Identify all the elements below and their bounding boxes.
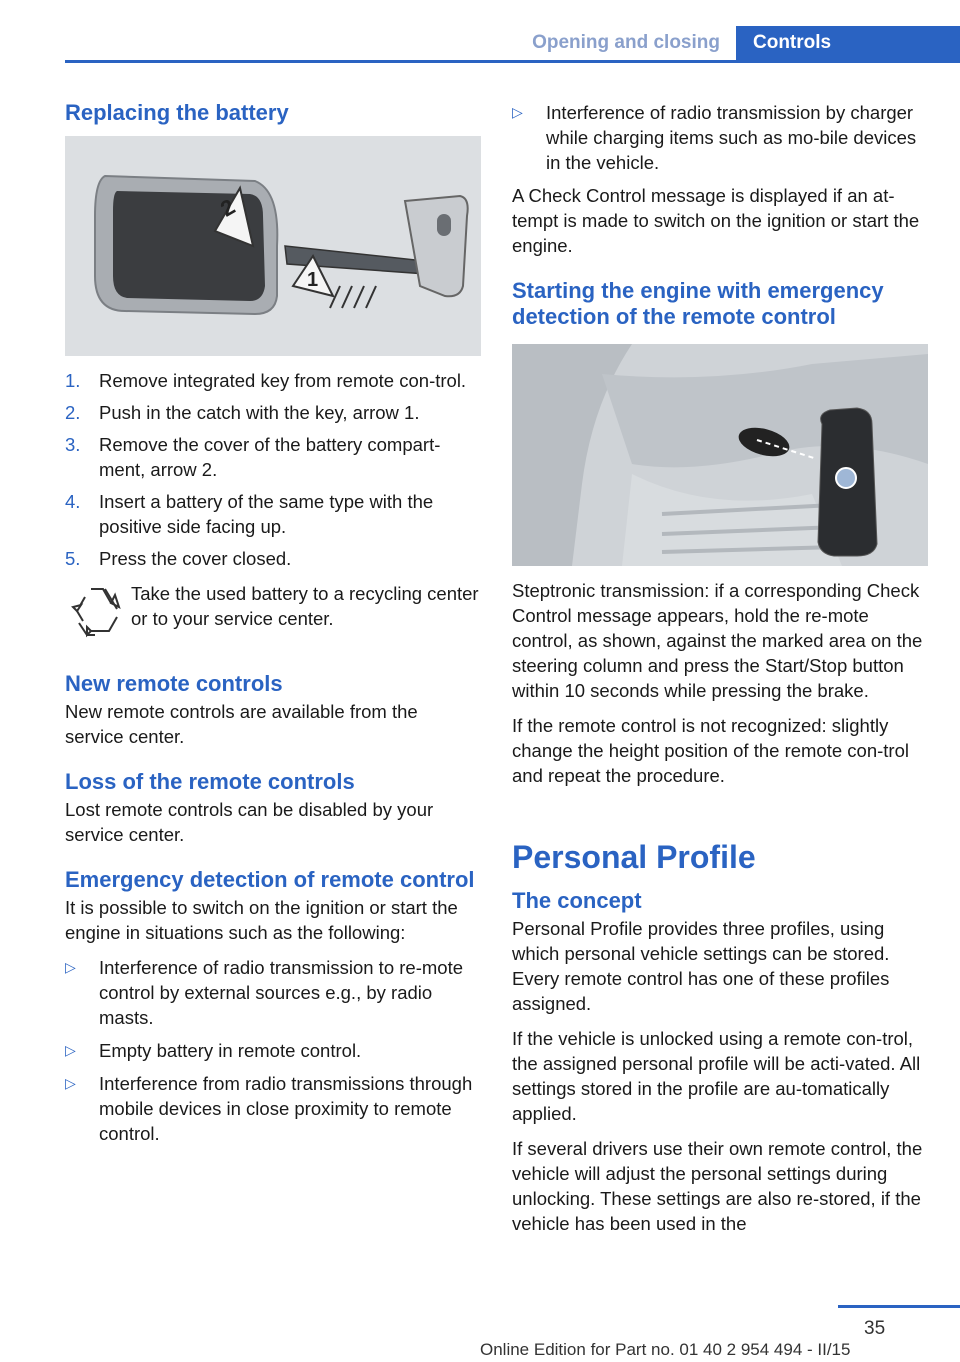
right-column bbox=[512, 100, 928, 1246]
step-number: 3. bbox=[65, 434, 81, 455]
arrow-2-label: 2 bbox=[216, 193, 240, 222]
key-battery-drawing bbox=[65, 136, 481, 356]
step-text: Press the cover closed. bbox=[99, 548, 292, 569]
list-item bbox=[65, 368, 481, 393]
header-section-title: Opening and closing bbox=[532, 32, 720, 53]
step-number: 4. bbox=[65, 491, 81, 512]
bullet-text: Interference from radio transmissions through mobile devices in close proximity to remote control. bbox=[99, 1073, 473, 1144]
list-item bbox=[65, 1071, 481, 1146]
bullet-triangle-icon: ▷ bbox=[65, 1075, 76, 1091]
new-remote-text: New remote controls are available from the service center. bbox=[65, 701, 418, 747]
concept-heading: The concept bbox=[512, 888, 642, 913]
step-number: 2. bbox=[65, 402, 81, 423]
recycling-note-text: Take the used battery to a recycling center or to your service center. bbox=[131, 583, 479, 629]
footer-rule bbox=[838, 1305, 960, 1308]
bullet-triangle-icon: ▷ bbox=[65, 1042, 76, 1058]
list-item bbox=[65, 400, 481, 425]
bullet-text: Interference of radio transmission by charger while charging items such as mo-bile devices in the vehicle. bbox=[546, 102, 917, 173]
list-item bbox=[65, 432, 481, 482]
bullet-triangle-icon: ▷ bbox=[65, 959, 76, 975]
concept-text: Personal Profile provides three profiles, using which personal vehicle settings can be stored. Every remote control has one of these profiles assigned. bbox=[512, 918, 890, 1014]
recycle-icon bbox=[65, 581, 131, 641]
step-text: Insert a battery of the same type with the positive side facing up. bbox=[99, 491, 434, 537]
not-recognized-text: If the remote control is not recognized: slightly change the height position of the remote con-trol and repeat the procedure. bbox=[512, 715, 909, 786]
steering-column-drawing bbox=[512, 344, 928, 566]
drivers-text: If several drivers use their own remote control, the vehicle will adjust the personal settings during unlocking. These settings are also re-stored, if the vehicle has been used in the bbox=[512, 1138, 923, 1234]
step-text: Remove integrated key from remote con-trol. bbox=[99, 370, 467, 391]
new-remote-heading: New remote controls bbox=[65, 671, 283, 696]
step-number: 5. bbox=[65, 548, 81, 569]
bullet-text: Empty battery in remote control. bbox=[99, 1040, 362, 1061]
start-engine-heading: Starting the engine with emergency detection of the remote control bbox=[512, 278, 884, 329]
emergency-bullets bbox=[65, 955, 481, 1146]
battery-steps-list bbox=[65, 368, 481, 571]
step-text: Remove the cover of the battery compart-ment, arrow 2. bbox=[99, 434, 441, 480]
left-column bbox=[65, 100, 481, 1154]
arrow-1-label: 1 bbox=[307, 269, 319, 291]
unlock-text: If the vehicle is unlocked using a remote con-trol, the assigned personal profile will be acti-vated. All settings stored in the profile are au-tomatically applied. bbox=[512, 1028, 921, 1124]
bullet-triangle-icon: ▷ bbox=[512, 104, 523, 120]
list-item bbox=[65, 489, 481, 539]
list-item bbox=[65, 955, 481, 1030]
bullet-text: Interference of radio transmission to re-mote control by external sources e.g., by radio masts. bbox=[99, 957, 463, 1028]
step-text: Push in the catch with the key, arrow 1. bbox=[99, 402, 420, 423]
emergency-text: It is possible to switch on the ignition or start the engine in situations such as the following: bbox=[65, 897, 458, 943]
steering-column-illustration bbox=[512, 344, 928, 566]
emergency-heading: Emergency detection of remote control bbox=[65, 867, 475, 892]
list-item bbox=[65, 1038, 481, 1063]
battery-heading: Replacing the battery bbox=[65, 100, 289, 125]
edition-footer: Online Edition for Part no. 01 40 2 954 494 - II/15 bbox=[480, 1340, 851, 1359]
recycling-note bbox=[65, 581, 481, 641]
header-chapter-tab: Controls bbox=[736, 26, 960, 60]
steptronic-text: Steptronic transmission: if a corresponding Check Control message appears, hold the re-mote control, as shown, against the marked area on the steering column and press the Start/Stop button within 10 seconds while pressing the brake. bbox=[512, 580, 923, 701]
step-number: 1. bbox=[65, 370, 81, 391]
personal-profile-heading: Personal Profile bbox=[512, 839, 756, 875]
header-rule bbox=[65, 60, 960, 63]
page-number: 35 bbox=[864, 1318, 886, 1339]
list-item bbox=[512, 100, 928, 175]
key-battery-illustration bbox=[65, 136, 481, 356]
loss-remote-text: Lost remote controls can be disabled by your service center. bbox=[65, 799, 434, 845]
loss-remote-heading: Loss of the remote controls bbox=[65, 769, 355, 794]
check-control-text: A Check Control message is displayed if an at-tempt is made to switch on the ignition or start the engine. bbox=[512, 185, 920, 256]
list-item bbox=[65, 546, 481, 571]
